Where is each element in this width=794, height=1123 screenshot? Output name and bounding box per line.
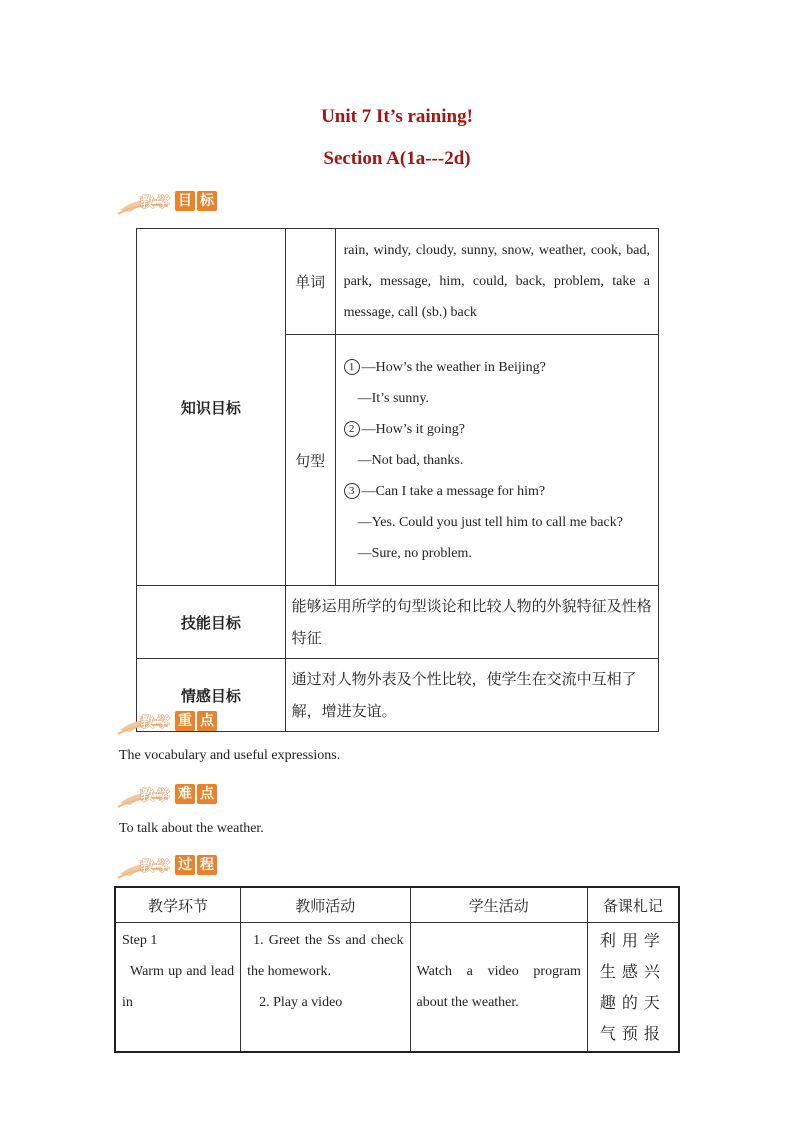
page-subtitle: Section A(1a---2d) [323, 148, 471, 169]
emotion-label: 情感目标 [137, 659, 286, 732]
vocab-label: 单词 [285, 229, 335, 335]
banner-box-char: 点 [197, 711, 217, 731]
key-points-banner [118, 706, 228, 736]
banner-box-char: 标 [197, 191, 217, 211]
teacher-activity: 2. Play a video [259, 995, 343, 1010]
difficulties-text: To talk about the weather. [119, 821, 264, 836]
banner-box-char: 点 [197, 784, 217, 804]
banner-box-char: 程 [197, 855, 217, 875]
difficulties-banner [118, 779, 228, 809]
pattern-answer: —Not bad, thanks. [357, 452, 464, 468]
banner-char: 教 [140, 195, 154, 211]
banner-char: 学 [156, 195, 170, 211]
teacher-activity: 1. Greet the Ss and check the homework. [247, 933, 404, 979]
pattern-cell [335, 335, 658, 586]
number-circle: 3 [344, 483, 360, 499]
student-activity-cell: Watch a video program about the weather. [410, 923, 587, 1053]
pattern-question: —How’s the weather in Beijing? [361, 359, 546, 375]
pattern-answer: —Sure, no problem. [357, 545, 472, 561]
process-header: 备课札记 [587, 887, 679, 923]
notes-cell: 利用学生感兴趣的天气预报 [587, 923, 679, 1053]
teacher-activity-cell [241, 923, 410, 1053]
banner-char: 学 [156, 859, 170, 875]
step-subtitle: Warm up and lead in [122, 964, 235, 1010]
process-header: 学生活动 [410, 887, 587, 923]
number-circle: 1 [344, 359, 360, 375]
pattern-answer: —It’s sunny. [357, 390, 430, 406]
pattern-question: —Can I take a message for him? [361, 483, 546, 499]
pattern-label: 句型 [285, 335, 335, 586]
knowledge-label: 知识目标 [137, 229, 286, 586]
process-header: 教学环节 [115, 887, 241, 923]
banner-char: 教 [140, 715, 154, 731]
banner-box-char: 难 [175, 784, 195, 804]
objectives-table [136, 228, 659, 732]
banner-char: 教 [140, 788, 154, 804]
step-cell [115, 923, 241, 1053]
banner-char: 教 [140, 859, 154, 875]
pattern-answer: —Yes. Could you just tell him to call me back? [357, 514, 623, 530]
banner-char: 学 [156, 715, 170, 731]
skill-cell: 能够运用所学的句型谈论和比较人物的外貌特征及性格特征 [285, 586, 658, 659]
skill-label: 技能目标 [137, 586, 286, 659]
pattern-question: —How’s it going? [361, 421, 466, 437]
vocab-cell: rain, windy, cloudy, sunny, snow, weather, cook, bad, park, message, him, could, back, problem, take a message, call (sb.) back [335, 229, 658, 335]
page-title: Unit 7 It’s raining! [321, 106, 473, 127]
emotion-cell: 通过对人物外表及个性比较，使学生在交流中互相了解，增进友谊。 [285, 659, 658, 732]
process-header: 教师活动 [241, 887, 410, 923]
step-title: Step 1 [122, 933, 158, 948]
banner-char: 学 [156, 788, 170, 804]
process-table [114, 886, 680, 1053]
objectives-banner [118, 186, 228, 216]
banner-box-char: 过 [175, 855, 195, 875]
number-circle: 2 [344, 421, 360, 437]
process-banner [118, 850, 228, 880]
banner-box-char: 目 [175, 191, 195, 211]
banner-box-char: 重 [175, 711, 195, 731]
key-points-text: The vocabulary and useful expressions. [119, 748, 341, 763]
